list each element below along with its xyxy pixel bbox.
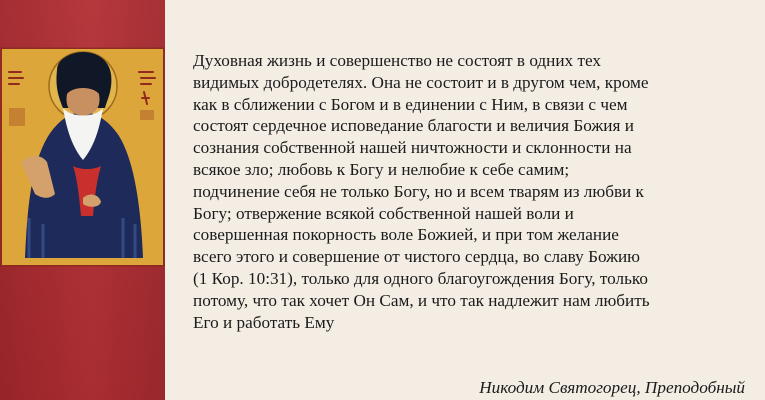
inscription-left-block — [9, 108, 25, 126]
saint-icon-artwork — [1, 48, 164, 266]
quote-author: Никодим Святогорец, Преподобный — [479, 378, 745, 397]
saint-icon-image — [1, 48, 164, 266]
inscription-right-block — [140, 110, 154, 120]
quote-text: Духовная жизнь и совершенство не состоят в одних тех видимых добродетелях. Она не состоит и в другом чем, кроме как в сближении с Богом и в единении с Ним, в связи с чем состоят сердечное исповедание благости и величия Божия и сознания собственной нашей ничтожности и склонности на всякое зло; любовь к Богу и нелюбие к себе самим; подчинение себя не только Богу, но и всем тварям из любви к Богу; отвержение всякой собственной нашей воли и совершенная покорность воле Божией, и при том желание всего этого и совершение от чистого сердца, во славу Божию (1 Кор. 10:31), только для одного благоугождения Богу, только потому, что так хочет Он Сам, и что так надлежит нам любить Его и работать Ему — [193, 51, 650, 332]
